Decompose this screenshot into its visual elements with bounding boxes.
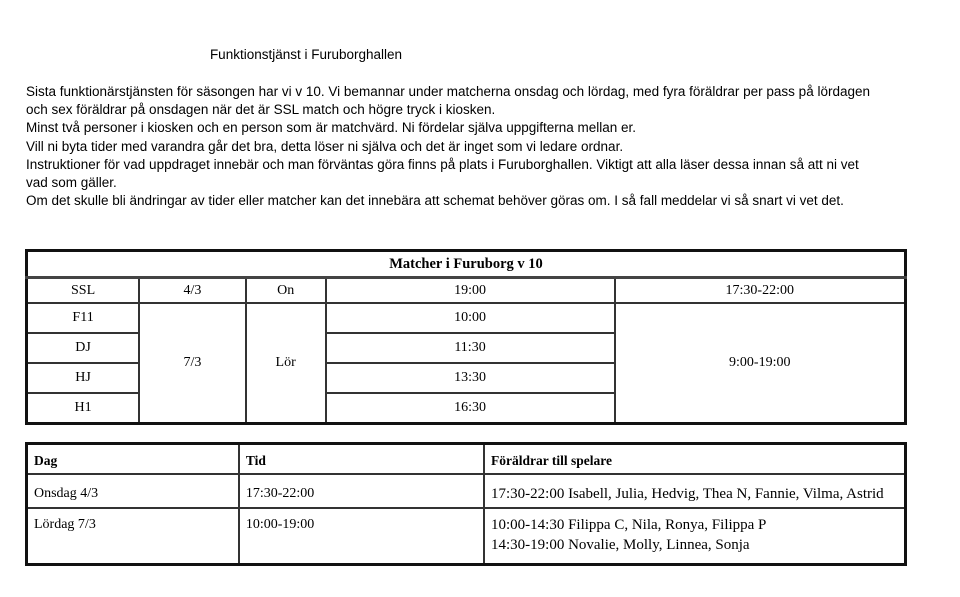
match-row	[27, 303, 906, 333]
intro-line: vad som gäller.	[26, 175, 117, 191]
schedule-parents	[484, 508, 906, 565]
intro-line: Sista funktionärstjänsten för säsongen har vi v 10. Vi bemannar under matcherna onsdag och lördag, med fyra föräldrar per pass på lördagen	[26, 84, 870, 99]
parents-shift-line: 10:00-14:30 Filippa C, Nila, Ronya, Filippa P	[490, 517, 767, 533]
intro-line: Minst två personer i kiosken och en person som är matchvärd. Ni fördelar själva uppgifterna mellan er.	[26, 120, 637, 136]
match-time: 10:00	[326, 303, 615, 333]
match-time: 13:30	[326, 363, 615, 393]
match-team: DJ	[27, 333, 140, 363]
column-header-day: Dag	[27, 444, 239, 475]
match-day: On	[246, 278, 326, 304]
matches-table	[25, 249, 907, 425]
intro-line: och sex föräldrar på onsdagen när det är SSL match och högre tryck i kiosken.	[26, 102, 496, 118]
schedule-parents: 17:30-22:00 Isabell, Julia, Hedvig, Thea N, Fannie, Vilma, Astrid	[484, 474, 906, 508]
matches-table-caption-row	[27, 251, 906, 278]
schedule-time: 10:00-19:00	[239, 508, 484, 565]
column-header-parents: Föräldrar till spelare	[484, 444, 906, 475]
match-day: Lör	[246, 303, 326, 424]
schedule-row	[27, 508, 906, 565]
schedule-table	[25, 442, 907, 566]
match-row-ssl	[27, 278, 906, 304]
intro-text	[26, 83, 936, 210]
schedule-day: Onsdag 4/3	[27, 474, 239, 508]
match-time: 11:30	[326, 333, 615, 363]
intro-line: Om det skulle bli ändringar av tider eller matcher kan det innebära att schemat behöver göras om. I så fall meddelar vi så snart vi vet det.	[26, 193, 844, 209]
match-time: 19:00	[326, 278, 615, 304]
schedule-time: 17:30-22:00	[239, 474, 484, 508]
match-team: HJ	[27, 363, 140, 393]
match-team: SSL	[27, 278, 140, 304]
schedule-header-row	[27, 444, 906, 475]
match-time: 16:30	[326, 393, 615, 424]
match-date: 7/3	[139, 303, 246, 424]
parents-shift-line: 14:30-19:00 Novalie, Molly, Linnea, Sonja	[490, 537, 750, 553]
matches-table-caption: Matcher i Furuborg v 10	[27, 251, 906, 278]
schedule-day: Lördag 7/3	[27, 508, 239, 565]
match-team: H1	[27, 393, 140, 424]
column-header-time: Tid	[239, 444, 484, 475]
intro-line: Instruktioner för vad uppdraget innebär och man förväntas göra finns på plats i Furuborghallen. Viktigt att alla läser dessa innan så att ni vet	[26, 156, 859, 172]
match-date: 4/3	[139, 278, 246, 304]
match-shift: 17:30-22:00	[615, 278, 906, 304]
match-shift: 9:00-19:00	[615, 303, 906, 424]
match-team: F11	[27, 303, 140, 333]
schedule-row	[27, 474, 906, 508]
intro-line: Vill ni byta tider med varandra går det bra, detta löser ni själva och det är inget som vi ledare ordnar.	[26, 138, 624, 154]
document-title: Funktionstjänst i Furuborghallen	[209, 47, 403, 62]
